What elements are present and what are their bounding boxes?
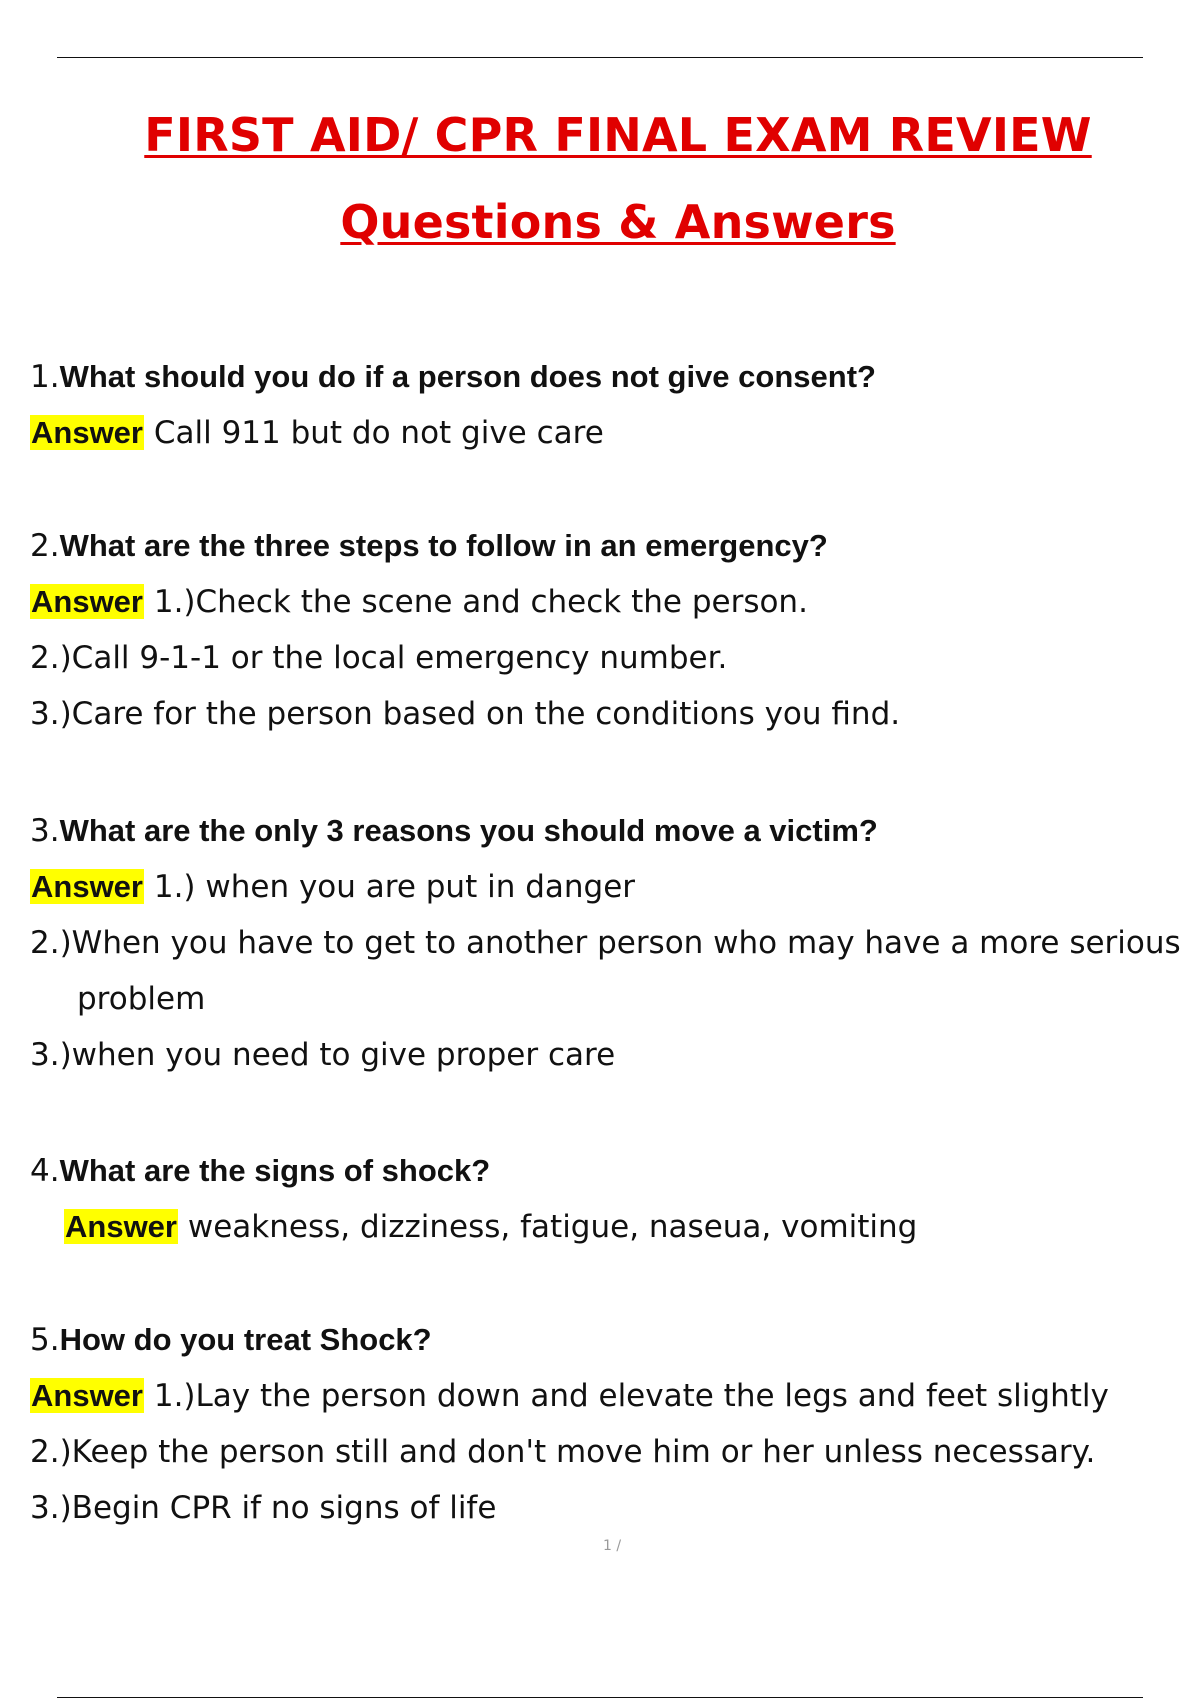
answer-line xyxy=(30,1199,1200,1255)
question-line xyxy=(30,518,1200,574)
answer-text: 3.)Begin CPR if no signs of life xyxy=(30,1490,497,1526)
answer-line xyxy=(30,1027,1200,1083)
answer-text: 1.) when you are put in danger xyxy=(153,869,636,905)
answer-text: problem xyxy=(77,981,206,1017)
question-text: What are the signs of shock? xyxy=(59,1153,491,1188)
answer-line xyxy=(30,971,1200,1027)
bottom-rule xyxy=(57,1697,1143,1698)
answer-line xyxy=(30,1480,1200,1536)
answer-text: weakness, dizziness, fatigue, naseua, vomiting xyxy=(187,1209,918,1245)
question-number: 3. xyxy=(30,813,60,849)
question-text: How do you treat Shock? xyxy=(59,1322,432,1357)
answer-text: 2.)Keep the person still and don't move him or her unless necessary. xyxy=(30,1434,1096,1470)
question-block-5 xyxy=(30,1312,1200,1536)
question-text: What are the only 3 reasons you should move a victim? xyxy=(59,813,878,848)
question-line xyxy=(30,1312,1200,1368)
answer-line xyxy=(30,574,1200,630)
answer-line xyxy=(30,630,1200,686)
question-number: 1. xyxy=(30,359,60,395)
answer-text: Call 911 but do not give care xyxy=(153,415,604,451)
answer-line xyxy=(30,686,1200,742)
question-line xyxy=(30,349,1200,405)
answer-text: 1.)Check the scene and check the person. xyxy=(153,584,808,620)
question-text: What are the three steps to follow in an emergency? xyxy=(59,528,828,563)
question-number: 4. xyxy=(30,1153,60,1189)
answer-label: Answer xyxy=(31,584,143,619)
answer-label: Answer xyxy=(31,415,143,450)
question-text: What should you do if a person does not give consent? xyxy=(59,359,876,394)
answer-text: 1.)Lay the person down and elevate the legs and feet slightly xyxy=(153,1378,1109,1414)
question-line xyxy=(30,803,1200,859)
question-number: 2. xyxy=(30,528,60,564)
answer-line xyxy=(30,1424,1200,1480)
answer-line xyxy=(30,405,1200,461)
question-block-1 xyxy=(30,349,1200,461)
answer-text: 2.)When you have to get to another person who may have a more serious xyxy=(30,925,1181,961)
answer-text: 3.)Care for the person based on the conditions you find. xyxy=(30,696,901,732)
page-number: 1 / xyxy=(603,1538,622,1554)
answer-line xyxy=(30,915,1200,971)
question-block-2 xyxy=(30,518,1200,742)
answer-label: Answer xyxy=(31,1378,143,1413)
document-title: FIRST AID/ CPR FINAL EXAM REVIEW xyxy=(144,108,1092,162)
question-line xyxy=(30,1143,1200,1199)
question-block-4 xyxy=(30,1143,1200,1255)
question-number: 5. xyxy=(30,1322,60,1358)
answer-label: Answer xyxy=(31,869,143,904)
question-block-3 xyxy=(30,803,1200,1083)
answer-text: 3.)when you need to give proper care xyxy=(30,1037,616,1073)
answer-label: Answer xyxy=(65,1209,177,1244)
answer-line xyxy=(30,859,1200,915)
top-rule xyxy=(57,57,1143,58)
answer-line xyxy=(30,1368,1200,1424)
answer-text: 2.)Call 9-1-1 or the local emergency number. xyxy=(30,640,728,676)
document-subtitle: Questions & Answers xyxy=(340,195,896,249)
